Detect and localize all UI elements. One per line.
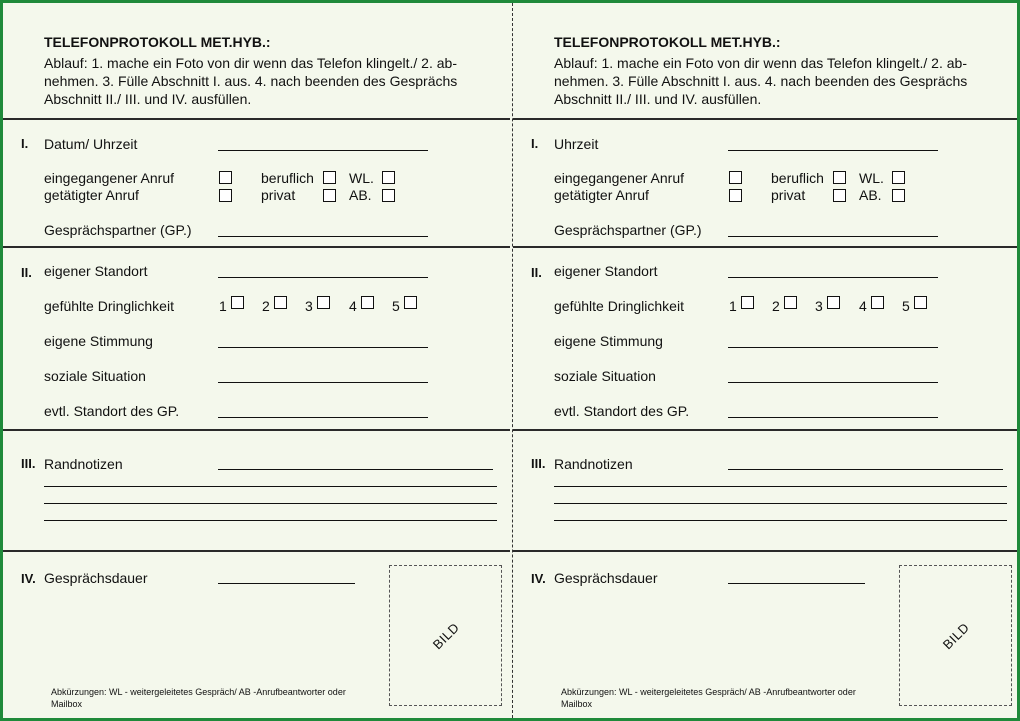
social-situation-label: soziale Situation — [44, 368, 146, 384]
partner-label: Gesprächspartner (GP.) — [554, 222, 702, 238]
notes-line[interactable] — [554, 520, 1007, 521]
photo-box-label: BILD — [429, 619, 462, 652]
notes-line[interactable] — [44, 520, 497, 521]
location-label: eigener Standort — [44, 263, 148, 279]
gp-location-label: evtl. Standort des GP. — [44, 403, 180, 419]
gp-location-label: evtl. Standort des GP. — [554, 403, 690, 419]
partner-label: Gesprächspartner (GP.) — [44, 222, 192, 238]
notes-line[interactable] — [44, 503, 497, 504]
section-iv-number: IV. — [21, 571, 36, 586]
section-divider — [513, 246, 1017, 248]
form-sheet — [3, 3, 1017, 718]
mood-field[interactable] — [728, 347, 938, 348]
form-title: TELEFONPROTOKOLL MET.HYB.: — [554, 34, 781, 50]
section-iv-number: IV. — [531, 571, 546, 586]
section-iii-number: III. — [21, 456, 36, 471]
datetime-label: Uhrzeit — [554, 136, 599, 152]
incoming-call-label: eingegangener Anruf — [554, 170, 684, 186]
photo-box[interactable] — [389, 565, 502, 706]
partner-field[interactable] — [218, 236, 428, 237]
notes-line[interactable] — [554, 486, 1007, 487]
datetime-field[interactable] — [728, 150, 938, 151]
business-label: beruflich — [261, 170, 314, 186]
section-divider — [3, 429, 510, 431]
datetime-field[interactable] — [218, 150, 428, 151]
duration-field[interactable] — [728, 583, 865, 584]
mood-label: eigene Stimmung — [44, 333, 153, 349]
form-title: TELEFONPROTOKOLL MET.HYB.: — [44, 34, 271, 50]
incoming-call-checkbox[interactable] — [219, 171, 232, 184]
urgency-scale-1-label: 1 — [219, 298, 227, 314]
ab-checkbox[interactable] — [382, 189, 395, 202]
urgency-label: gefühlte Dringlichkeit — [44, 298, 174, 314]
duration-label: Gesprächsdauer — [554, 570, 658, 586]
urgency-5-checkbox[interactable] — [914, 296, 927, 309]
urgency-2-checkbox[interactable] — [274, 296, 287, 309]
private-checkbox[interactable] — [833, 189, 846, 202]
private-label: privat — [261, 187, 296, 203]
section-divider — [3, 118, 510, 120]
urgency-scale-1-label: 1 — [729, 298, 737, 314]
urgency-scale-2-label: 2 — [262, 298, 270, 314]
private-label: privat — [771, 187, 806, 203]
section-divider — [513, 550, 1017, 552]
urgency-3-checkbox[interactable] — [827, 296, 840, 309]
section-i-number: I. — [21, 136, 29, 151]
gp-location-field[interactable] — [728, 417, 938, 418]
business-label: beruflich — [771, 170, 824, 186]
urgency-scale-4-label: 4 — [349, 298, 357, 314]
abbreviations-note: Abkürzungen: WL - weitergeleitetes Gespräch/ AB -Anrufbeantworter oder Mailbox — [51, 687, 346, 709]
location-label: eigener Standort — [554, 263, 658, 279]
urgency-5-checkbox[interactable] — [404, 296, 417, 309]
notes-field[interactable] — [728, 469, 1003, 470]
notes-line[interactable] — [44, 486, 497, 487]
outgoing-call-checkbox[interactable] — [219, 189, 232, 202]
urgency-4-checkbox[interactable] — [361, 296, 374, 309]
section-divider — [3, 550, 510, 552]
notes-line[interactable] — [554, 503, 1007, 504]
phone-protocol-panel — [513, 3, 1017, 718]
location-field[interactable] — [728, 277, 938, 278]
business-checkbox[interactable] — [323, 171, 336, 184]
urgency-1-checkbox[interactable] — [741, 296, 754, 309]
urgency-scale-3-label: 3 — [305, 298, 313, 314]
urgency-3-checkbox[interactable] — [317, 296, 330, 309]
photo-box-label: BILD — [939, 619, 972, 652]
notes-label: Randnotizen — [554, 456, 633, 472]
urgency-scale-5-label: 5 — [902, 298, 910, 314]
instructions: Ablauf: 1. mache ein Foto von dir wenn das Telefon klingelt./ 2. ab-nehmen. 3. Fülle Abschnitt I. aus. 4. nach beenden des Gesprächs Abschnitt II./ III. und IV. ausfüllen. — [554, 55, 968, 107]
abbreviations-note: Abkürzungen: WL - weitergeleitetes Gespräch/ AB -Anrufbeantworter oder Mailbox — [561, 687, 856, 709]
wl-label: WL. — [349, 170, 374, 186]
outgoing-call-label: getätigter Anruf — [44, 187, 139, 203]
outgoing-call-label: getätigter Anruf — [554, 187, 649, 203]
location-field[interactable] — [218, 277, 428, 278]
outgoing-call-checkbox[interactable] — [729, 189, 742, 202]
ab-label: AB. — [349, 187, 372, 203]
social-situation-field[interactable] — [728, 382, 938, 383]
section-ii-number: II. — [21, 265, 32, 280]
urgency-scale-2-label: 2 — [772, 298, 780, 314]
urgency-label: gefühlte Dringlichkeit — [554, 298, 684, 314]
phone-protocol-panel — [3, 3, 510, 718]
wl-checkbox[interactable] — [382, 171, 395, 184]
business-checkbox[interactable] — [833, 171, 846, 184]
section-ii-number: II. — [531, 265, 542, 280]
incoming-call-label: eingegangener Anruf — [44, 170, 174, 186]
ab-label: AB. — [859, 187, 882, 203]
incoming-call-checkbox[interactable] — [729, 171, 742, 184]
urgency-1-checkbox[interactable] — [231, 296, 244, 309]
gp-location-field[interactable] — [218, 417, 428, 418]
mood-label: eigene Stimmung — [554, 333, 663, 349]
section-divider — [3, 246, 510, 248]
social-situation-field[interactable] — [218, 382, 428, 383]
duration-label: Gesprächsdauer — [44, 570, 148, 586]
mood-field[interactable] — [218, 347, 428, 348]
partner-field[interactable] — [728, 236, 938, 237]
duration-field[interactable] — [218, 583, 355, 584]
section-divider — [513, 429, 1017, 431]
wl-checkbox[interactable] — [892, 171, 905, 184]
urgency-scale-5-label: 5 — [392, 298, 400, 314]
photo-box[interactable] — [899, 565, 1012, 706]
ab-checkbox[interactable] — [892, 189, 905, 202]
urgency-2-checkbox[interactable] — [784, 296, 797, 309]
urgency-scale-4-label: 4 — [859, 298, 867, 314]
notes-field[interactable] — [218, 469, 493, 470]
datetime-label: Datum/ Uhrzeit — [44, 136, 138, 152]
section-iii-number: III. — [531, 456, 546, 471]
instructions: Ablauf: 1. mache ein Foto von dir wenn das Telefon klingelt./ 2. ab-nehmen. 3. Fülle Abschnitt I. aus. 4. nach beenden des Gesprächs Abschnitt II./ III. und IV. ausfüllen. — [44, 55, 458, 107]
wl-label: WL. — [859, 170, 884, 186]
section-divider — [513, 118, 1017, 120]
notes-label: Randnotizen — [44, 456, 123, 472]
urgency-4-checkbox[interactable] — [871, 296, 884, 309]
section-i-number: I. — [531, 136, 539, 151]
urgency-scale-3-label: 3 — [815, 298, 823, 314]
social-situation-label: soziale Situation — [554, 368, 656, 384]
private-checkbox[interactable] — [323, 189, 336, 202]
